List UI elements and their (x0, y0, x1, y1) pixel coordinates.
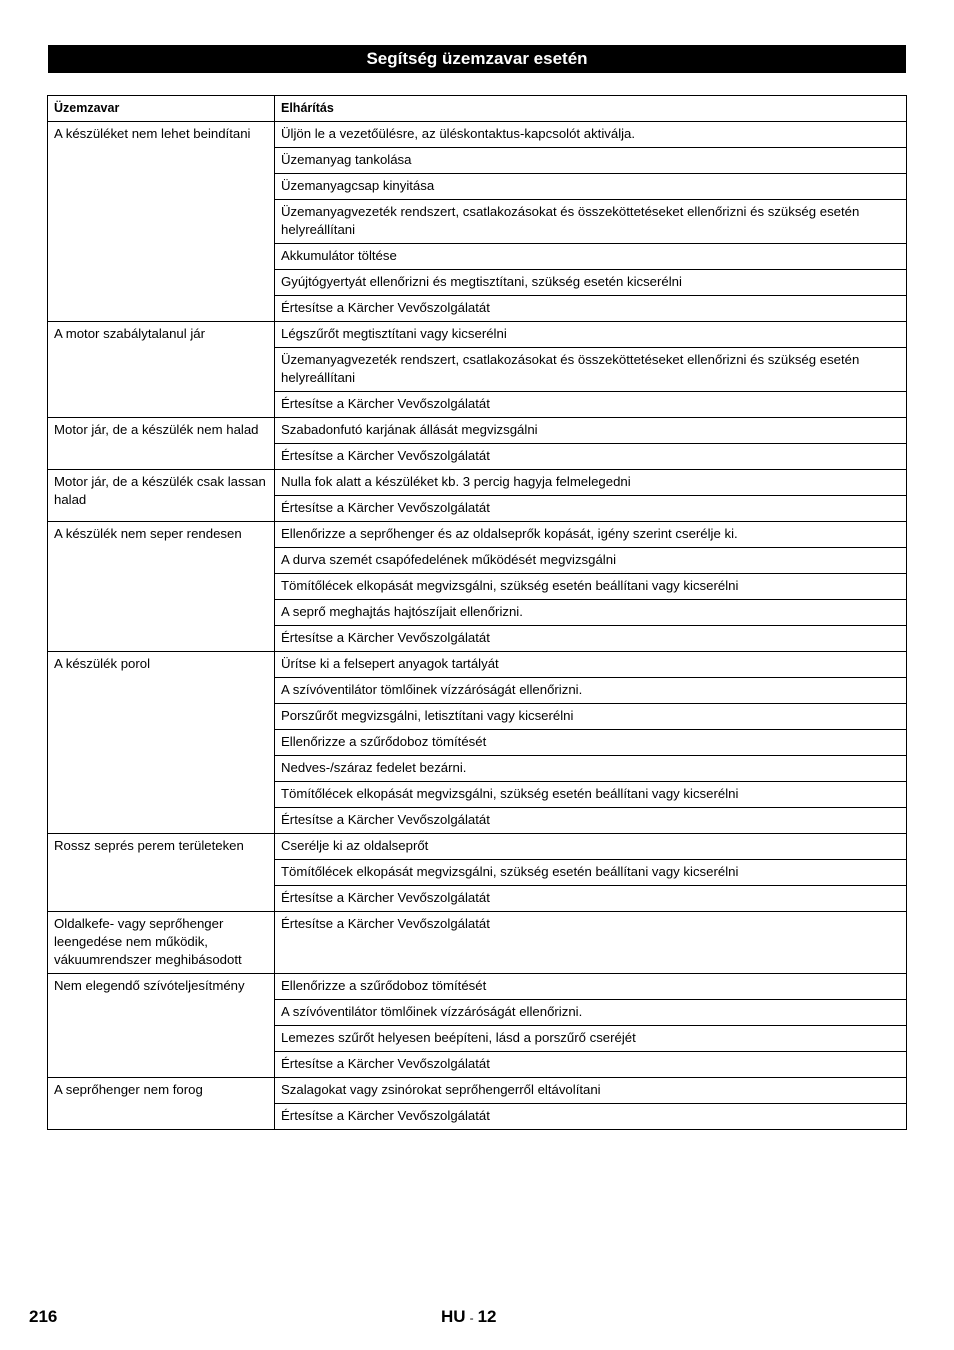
footer-lang: HU (441, 1307, 466, 1326)
remedy-cell: Üzemanyag tankolása (275, 148, 907, 174)
remedy-cell: Lemezes szűrőt helyesen beépíteni, lásd a porszűrő cseréjét (275, 1026, 907, 1052)
remedy-cell: Értesítse a Kärcher Vevőszolgálatát (275, 296, 907, 322)
fault-cell: Oldalkefe- vagy seprőhenger leengedése nem működik, vákuumrendszer meghibásodott (48, 912, 275, 974)
table-row (48, 912, 907, 974)
remedy-cell: Nedves-/száraz fedelet bezárni. (275, 756, 907, 782)
remedy-cell: Gyújtógyertyát ellenőrizni és megtisztítani, szükség esetén kicserélni (275, 270, 907, 296)
remedy-cell: Akkumulátor töltése (275, 244, 907, 270)
remedy-cell: A seprő meghajtás hajtószíjait ellenőrizni. (275, 600, 907, 626)
remedy-cell: Értesítse a Kärcher Vevőszolgálatát (275, 496, 907, 522)
remedy-cell: Értesítse a Kärcher Vevőszolgálatát (275, 1052, 907, 1078)
page-title: Segítség üzemzavar esetén (48, 45, 906, 73)
fault-cell: Motor jár, de a készülék csak lassan halad (48, 470, 275, 522)
remedy-cell: Szabadonfutó karjának állását megvizsgálni (275, 418, 907, 444)
fault-cell: A seprőhenger nem forog (48, 1078, 275, 1130)
table-row (48, 652, 907, 678)
remedy-cell: A szívóventilátor tömlőinek vízzáróságát ellenőrizni. (275, 1000, 907, 1026)
fault-cell: Nem elegendő szívóteljesítmény (48, 974, 275, 1078)
fault-cell: A motor szabálytalanul jár (48, 322, 275, 418)
remedy-cell: Szalagokat vagy zsinórokat seprőhengerről eltávolítani (275, 1078, 907, 1104)
table-row (48, 834, 907, 860)
remedy-cell: Ellenőrizze a seprőhenger és az oldalseprők kopását, igény szerint cserélje ki. (275, 522, 907, 548)
remedy-cell: Üzemanyagcsap kinyitása (275, 174, 907, 200)
table-body (48, 122, 907, 1130)
table-header-row (48, 96, 907, 122)
fault-cell: Rossz seprés perem területeken (48, 834, 275, 912)
remedy-cell: Értesítse a Kärcher Vevőszolgálatát (275, 626, 907, 652)
footer-section (441, 1307, 496, 1327)
remedy-cell: Értesítse a Kärcher Vevőszolgálatát (275, 912, 907, 974)
table-row (48, 122, 907, 148)
header-fault: Üzemzavar (48, 96, 275, 122)
remedy-cell: Tömítőlécek elkopását megvizsgálni, szükség esetén beállítani vagy kicserélni (275, 574, 907, 600)
table-row (48, 522, 907, 548)
remedy-cell: Ellenőrizze a szűrődoboz tömítését (275, 974, 907, 1000)
remedy-cell: Üzemanyagvezeték rendszert, csatlakozásokat és összeköttetéseket ellenőrizni és szükség esetén helyreállítani (275, 348, 907, 392)
troubleshooting-table (47, 95, 907, 1130)
page-number: 216 (29, 1307, 58, 1326)
remedy-cell: Légszűrőt megtisztítani vagy kicserélni (275, 322, 907, 348)
footer-separator: - (469, 1311, 474, 1325)
remedy-cell: Tömítőlécek elkopását megvizsgálni, szükség esetén beállítani vagy kicserélni (275, 860, 907, 886)
fault-cell: A készülék porol (48, 652, 275, 834)
fault-cell: A készüléket nem lehet beindítani (48, 122, 275, 322)
table-row (48, 974, 907, 1000)
remedy-cell: Üzemanyagvezeték rendszert, csatlakozásokat és összeköttetéseket ellenőrizni és szükség esetén helyreállítani (275, 200, 907, 244)
remedy-cell: Értesítse a Kärcher Vevőszolgálatát (275, 1104, 907, 1130)
remedy-cell: A durva szemét csapófedelének működését megvizsgálni (275, 548, 907, 574)
fault-cell: A készülék nem seper rendesen (48, 522, 275, 652)
fault-cell: Motor jár, de a készülék nem halad (48, 418, 275, 470)
remedy-cell: Ürítse ki a felsepert anyagok tartályát (275, 652, 907, 678)
footer-section-page: 12 (477, 1307, 497, 1326)
remedy-cell: Értesítse a Kärcher Vevőszolgálatát (275, 392, 907, 418)
remedy-cell: Értesítse a Kärcher Vevőszolgálatát (275, 886, 907, 912)
table-row (48, 322, 907, 348)
remedy-cell: Cserélje ki az oldalseprőt (275, 834, 907, 860)
header-remedy: Elhárítás (275, 96, 907, 122)
table-row (48, 418, 907, 444)
remedy-cell: Értesítse a Kärcher Vevőszolgálatát (275, 444, 907, 470)
remedy-cell: Porszűrőt megvizsgálni, letisztítani vagy kicserélni (275, 704, 907, 730)
remedy-cell: Tömítőlécek elkopását megvizsgálni, szükség esetén beállítani vagy kicserélni (275, 782, 907, 808)
remedy-cell: Üljön le a vezetőülésre, az üléskontaktus-kapcsolót aktiválja. (275, 122, 907, 148)
remedy-cell: Ellenőrizze a szűrődoboz tömítését (275, 730, 907, 756)
remedy-cell: Nulla fok alatt a készüléket kb. 3 percig hagyja felmelegedni (275, 470, 907, 496)
table-row (48, 470, 907, 496)
remedy-cell: Értesítse a Kärcher Vevőszolgálatát (275, 808, 907, 834)
remedy-cell: A szívóventilátor tömlőinek vízzáróságát ellenőrizni. (275, 678, 907, 704)
table-row (48, 1078, 907, 1104)
